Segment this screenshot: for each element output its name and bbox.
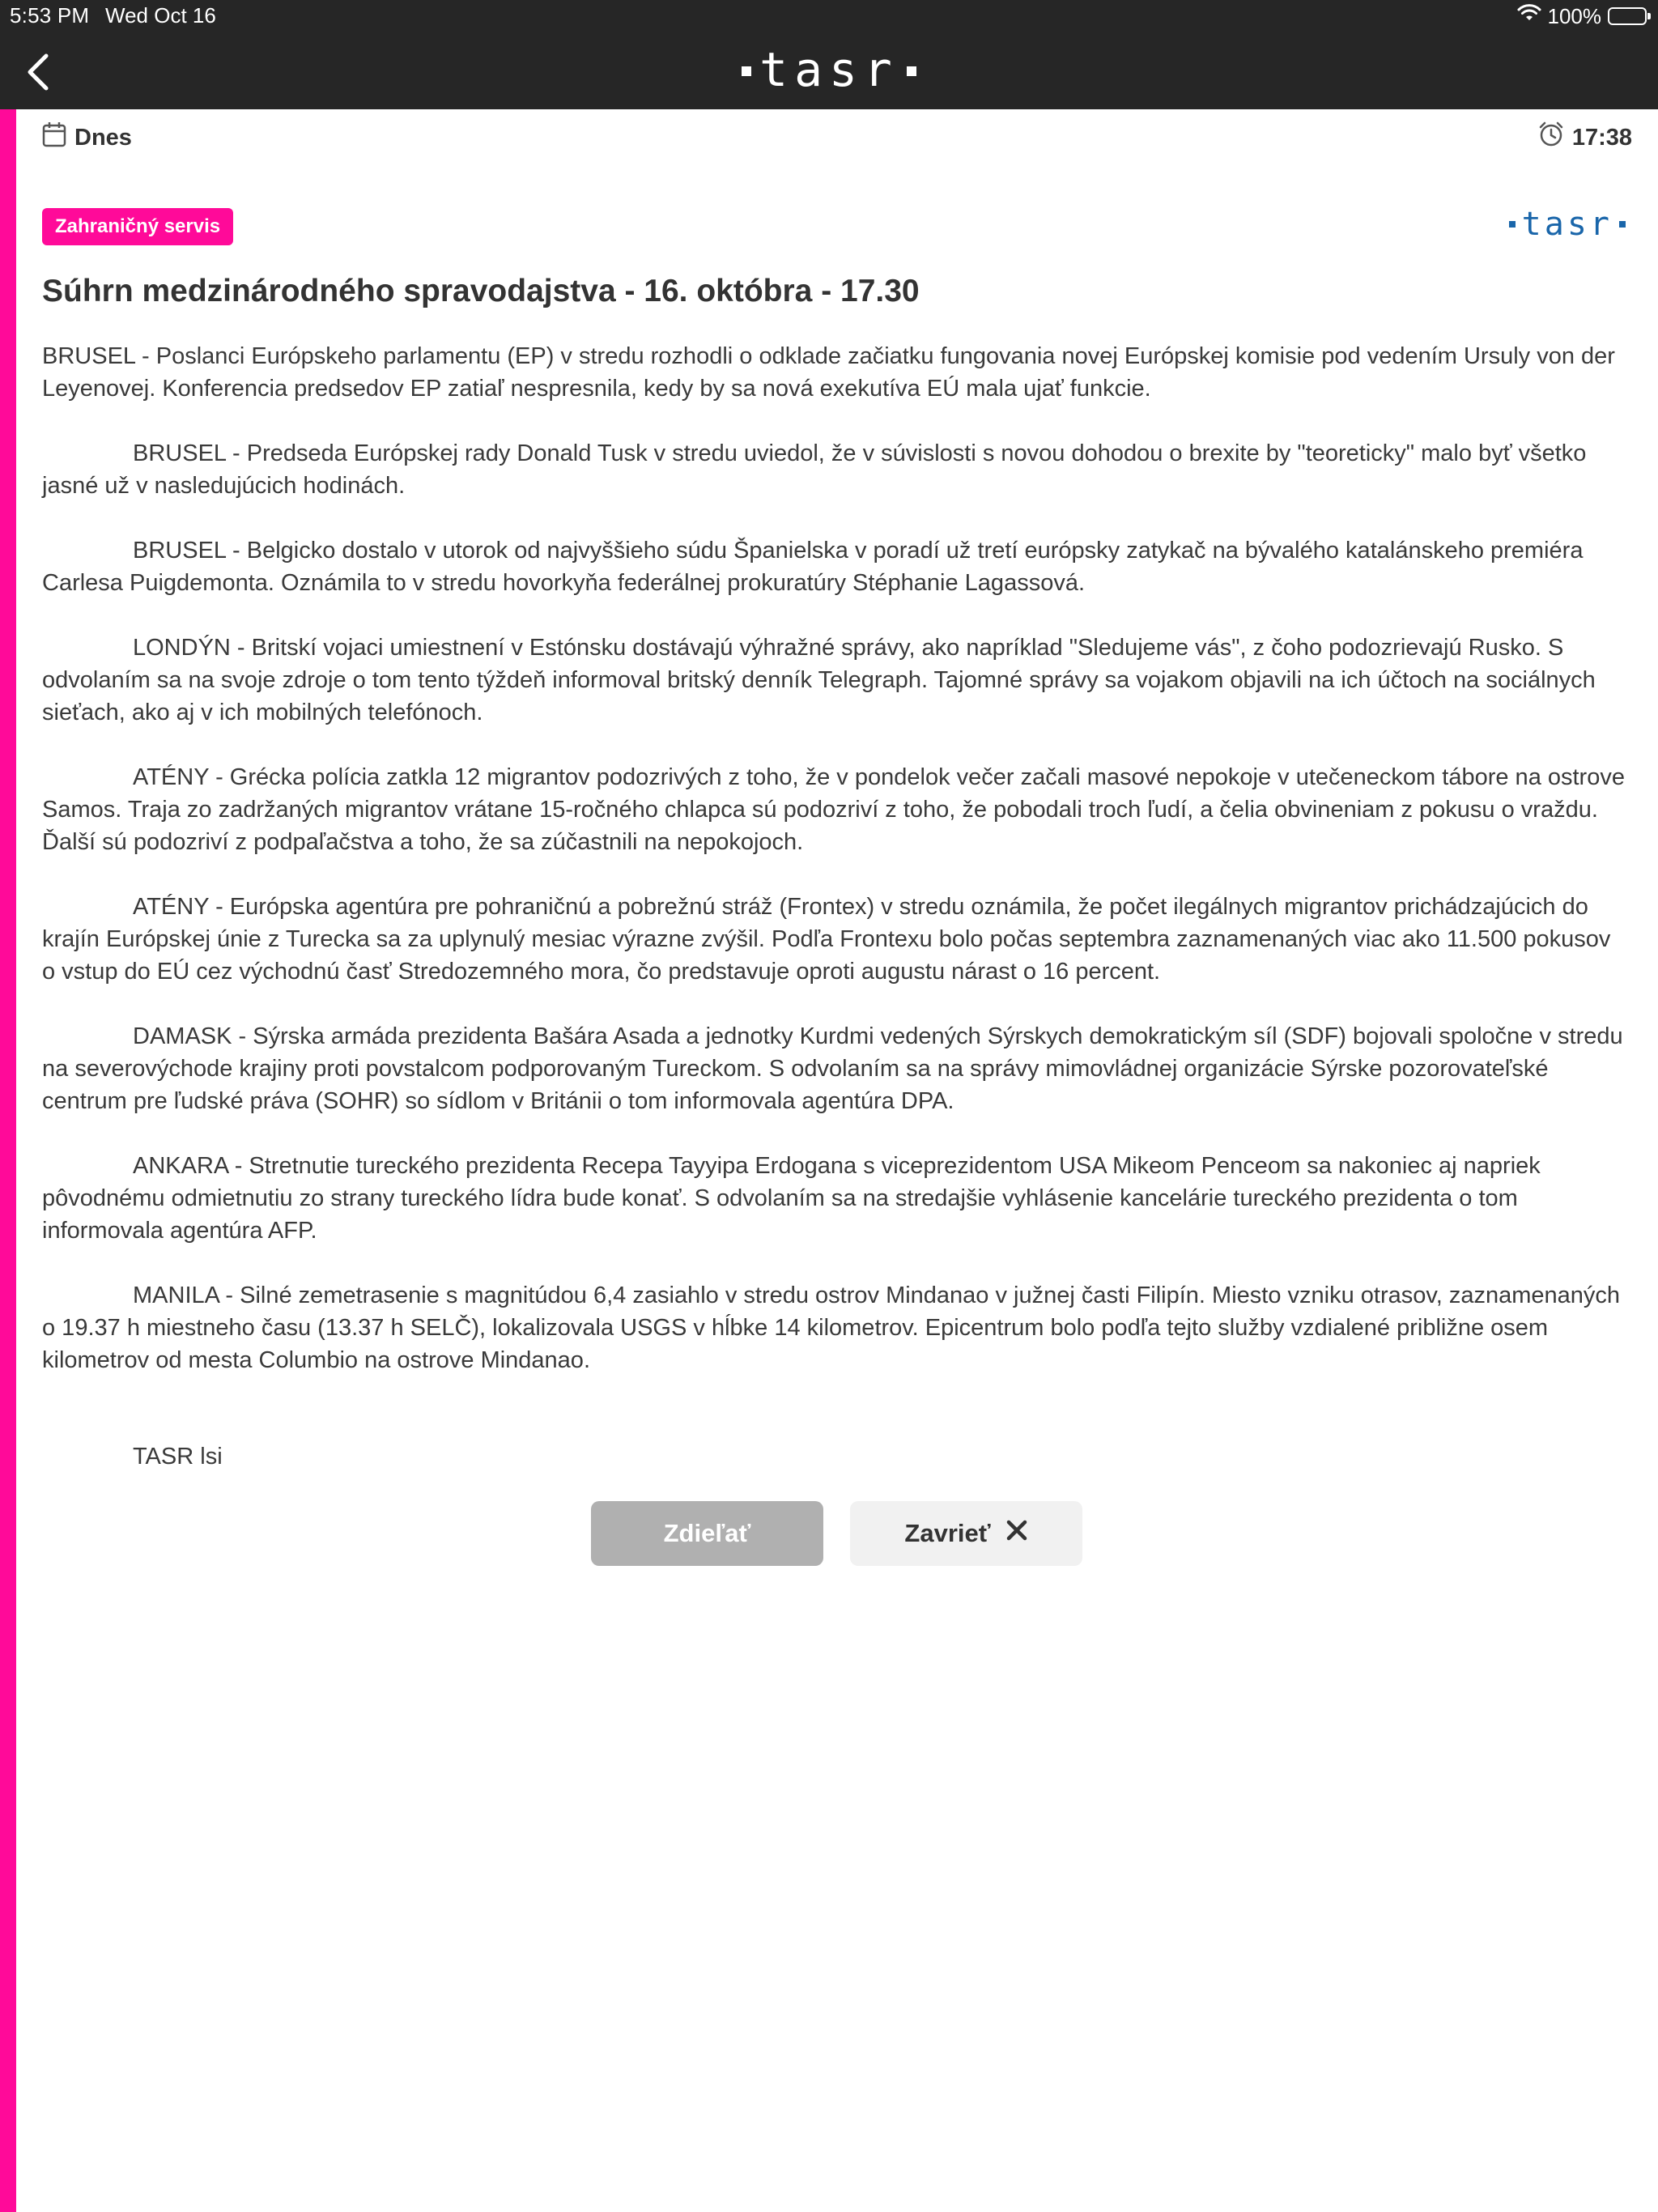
wifi-icon — [1517, 4, 1541, 29]
battery-percent: 100% — [1547, 3, 1601, 28]
battery-tip — [1647, 13, 1651, 19]
article-body — [42, 340, 1629, 1409]
article-paragraph: BRUSEL - Poslanci Európskeho parlamentu (EP) v stredu rozhodli o odklade začiatku fungovania novej Európskej komisie pod vedením Ursuly von der Leyenovej. Konferencia predsedov EP zatiaľ nespresnila, kedy by sa nová exekutíva EÚ mala ujať funkcie. — [42, 343, 1615, 402]
article-paragraph: BRUSEL - Belgicko dostalo v utorok od najvyššieho súdu Španielska v poradí už tretí európsky zatykač na bývalého katalánskeho premiéra Carlesa Puigdemonta. Oznámila to v stredu hovorkyňa federálnej prokuratúry Stéphanie Lagassová. — [42, 538, 1584, 596]
article-paragraph: ATÉNY - Grécka polícia zatkla 12 migrantov podozrivých z toho, že v pondelok večer začali masové nepokoje v utečeneckom tábore na ostrove Samos. Traja zo zadržaných migrantov vrátane 15-ročného chlapca sú podozriví z toho, že pobodali troch ľudí, a čelia obvineniam z pokusu o vraždu. Ďalší sú podozriví z podpaľačstva a toho, že sa zúčastnili na nepokojoch. — [42, 764, 1625, 855]
status-date: Wed Oct 16 — [105, 3, 216, 28]
source-logo-dot-right — [1619, 221, 1626, 228]
app-logo-text: tasr — [759, 42, 899, 97]
meta-row — [42, 121, 1632, 154]
source-logo-dot-left — [1509, 221, 1516, 228]
battery-icon — [1608, 7, 1647, 25]
close-button[interactable] — [850, 1501, 1082, 1566]
article-paragraph: ANKARA - Stretnutie tureckého prezidenta Recepa Tayyipa Erdogana s viceprezidentom USA Mikeom Penceom sa nakoniec aj napriek pôvodnému odmietnutiu zo strany tureckého lídra bude konať. S odvolaním sa na stredajšie vyhlásenie kancelárie tureckého prezidenta o tom informovala agentúra AFP. — [42, 1153, 1541, 1244]
source-logo-text: tasr — [1521, 206, 1613, 243]
time-label: 17:38 — [1571, 124, 1632, 151]
article-paragraph: LONDÝN - Britskí vojaci umiestnení v Estónsku dostávajú výhražné správy, ako napríklad "Sledujeme vás", z čoho podozrievajú Rusko. S odvolaním sa na svoje zdroje o tom tento týždeň informoval britský denník Telegraph. Tajomné správy sa vojakom objavili na ich účtoch na sociálnych sieťach, ako aj v ich mobilných telefónoch. — [42, 635, 1596, 725]
share-button[interactable] — [591, 1501, 823, 1566]
share-button-label: Zdieľať — [663, 1519, 751, 1547]
category-badge: Zahraničný servis — [42, 208, 233, 245]
calendar-icon — [42, 121, 66, 154]
alarm-clock-icon — [1538, 121, 1564, 154]
logo-dot-right — [907, 66, 916, 76]
time-indicator — [1538, 121, 1632, 154]
date-label: Dnes — [74, 124, 132, 151]
close-button-label: Zavrieť — [904, 1519, 991, 1547]
status-indicators — [1517, 2, 1647, 31]
article-paragraph: MANILA - Silné zemetrasenie s magnitúdou 6,4 zasiahlo v stredu ostrov Mindanao v južnej časti Filipín. Miesto vzniku otrasov, zaznamenaných o 19.37 h miestneho času (13.37 h SELČ), lokalizovala USGS v hĺbke 14 kilometrov. Epicentrum bolo podľa tejto služby vzdialené približne osem kilometrov od mesta Columbio na ostrove Mindanao. — [42, 1283, 1621, 1373]
article-paragraph: DAMASK - Sýrska armáda prezidenta Bašára Asada a jednotky Kurdmi vedených Sýrskych demokratickým síl (SDF) bojovali spoločne v stredu na severovýchode krajiny proti povstalcom podporovaným Tureckom. S odvolaním sa na správy mimovládnej organizácie Sýrske pozorovateľské centrum pre ľudské práva (SOHR) so sídlom v Británii o tom informovala agentúra DPA. — [42, 1023, 1623, 1114]
source-logo — [1503, 206, 1632, 243]
status-time: 5:53 PM — [10, 3, 90, 28]
article-signature: TASR lsi — [133, 1444, 223, 1470]
article-title: Súhrn medzinárodného spravodajstva - 16. októbra - 17.30 — [42, 274, 920, 308]
app-logo — [0, 42, 1658, 97]
close-icon — [1005, 1519, 1028, 1548]
accent-stripe — [0, 109, 16, 2212]
article-paragraph: ATÉNY - Európska agentúra pre pohraničnú a pobrežnú stráž (Frontex) v stredu oznámila, že počet ilegálnych migrantov prichádzajúcich do krajín Európskej únie z Turecka sa za uplynulý mesiac výrazne zvýšil. Podľa Frontexu bolo počas septembra zaznamenaných viac ako 11.500 pokusov o vstup do EÚ cez východnú časť Stredozemného mora, čo predstavuje oproti augustu nárast o 16 percent. — [42, 894, 1611, 985]
article-paragraph: BRUSEL - Predseda Európskej rady Donald Tusk v stredu uviedol, že v súvislosti s novou dohodou o brexite by "teoreticky" malo byť všetko jasné už v nasledujúcich hodinách. — [42, 440, 1587, 499]
date-indicator — [42, 121, 132, 154]
logo-dot-left — [742, 66, 751, 76]
top-bar — [0, 0, 1658, 109]
